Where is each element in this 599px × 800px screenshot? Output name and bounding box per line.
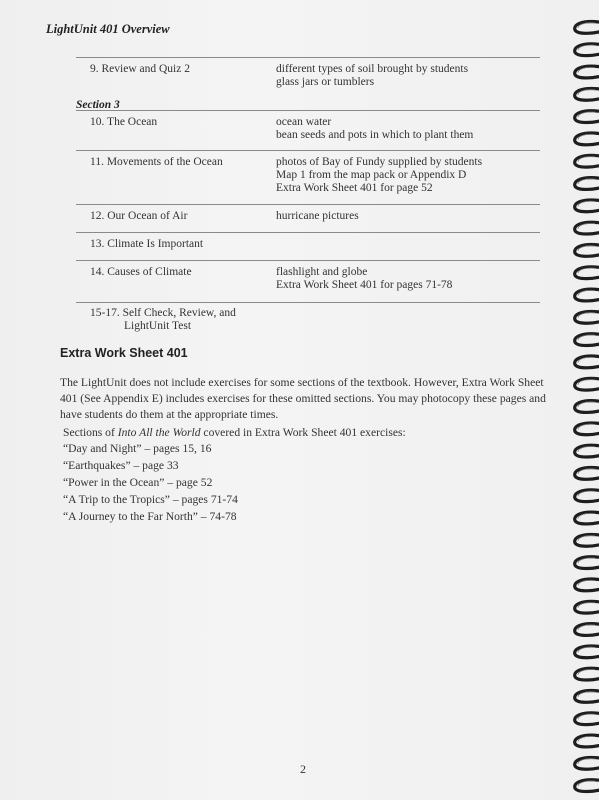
lesson-cell: 12. Our Ocean of Air — [90, 210, 188, 222]
table-rule — [76, 302, 540, 303]
spiral-ring — [575, 222, 599, 234]
table-rule — [76, 150, 540, 151]
list-item: “Power in the Ocean” – page 52 — [63, 476, 213, 489]
page-header: LightUnit 401 Overview — [46, 22, 170, 36]
table-rule — [76, 110, 540, 111]
materials-line: ocean water — [276, 116, 332, 128]
materials-line: different types of soil brought by students — [276, 63, 469, 75]
spiral-ring — [575, 22, 599, 34]
spiral-ring — [575, 646, 599, 658]
spiral-ring — [575, 579, 599, 591]
spiral-ring — [575, 423, 599, 435]
lesson-cell: 10. The Ocean — [90, 116, 158, 128]
spiral-ring — [575, 378, 599, 390]
spiral-ring — [575, 133, 599, 145]
section-label: Section 3 — [76, 99, 120, 111]
table-rule — [76, 232, 540, 233]
spiral-ring — [575, 735, 599, 747]
section-heading: Extra Work Sheet 401 — [60, 346, 188, 360]
spiral-ring — [575, 490, 599, 502]
lesson-cell: 15-17. Self Check, Review, and — [90, 307, 236, 319]
lesson-cell: 13. Climate Is Important — [90, 238, 204, 250]
spiral-ring — [575, 356, 599, 368]
sections-intro — [63, 425, 553, 441]
materials-line: glass jars or tumblers — [276, 76, 375, 88]
spiral-ring — [575, 668, 599, 680]
sections-suffix: covered in Extra Work Sheet 401 exercises: — [200, 426, 406, 439]
materials-line: Extra Work Sheet 401 for page 52 — [276, 182, 433, 194]
materials-line: flashlight and globe — [276, 266, 368, 278]
spiral-ring — [575, 534, 599, 546]
lesson-cell: 9. Review and Quiz 2 — [90, 63, 190, 75]
list-item: “Day and Night” – pages 15, 16 — [63, 442, 212, 455]
materials-line: Map 1 from the map pack or Appendix D — [276, 169, 467, 181]
sections-prefix: Sections of — [63, 426, 118, 439]
spiral-ring — [575, 624, 599, 636]
book-title: Into All the World — [117, 426, 201, 439]
spiral-ring — [575, 111, 599, 123]
spiral-ring — [575, 245, 599, 257]
list-item: “A Trip to the Tropics” – pages 71-74 — [63, 493, 238, 506]
lesson-cell: 11. Movements of the Ocean — [90, 156, 223, 168]
table-rule — [76, 260, 540, 261]
table-rule — [76, 204, 540, 205]
spiral-ring — [575, 88, 599, 100]
spiral-ring — [575, 691, 599, 703]
materials-line: bean seeds and pots in which to plant them — [276, 129, 474, 141]
spiral-binding — [569, 14, 599, 794]
lesson-cell: LightUnit Test — [124, 320, 192, 332]
materials-line: hurricane pictures — [276, 210, 359, 222]
spiral-ring — [575, 267, 599, 279]
spiral-ring — [575, 601, 599, 613]
paragraph-line: The LightUnit does not include exercises for some sections of the textbook. However, Extra Work Sheet — [60, 376, 544, 389]
spiral-ring — [575, 713, 599, 725]
spiral-ring — [575, 557, 599, 569]
materials-line: photos of Bay of Fundy supplied by students — [276, 156, 483, 168]
lesson-cell: 14. Causes of Climate — [90, 266, 192, 278]
spiral-ring — [575, 311, 599, 323]
paragraph-line: 401 (See Appendix E) includes exercises for these omitted sections. You may photocopy these pages and — [60, 392, 546, 405]
spiral-ring — [575, 178, 599, 190]
list-item: “Earthquakes” – page 33 — [63, 459, 179, 472]
spiral-ring — [575, 200, 599, 212]
spiral-ring — [575, 401, 599, 413]
spiral-ring — [575, 44, 599, 56]
spiral-ring — [575, 468, 599, 480]
list-item: “A Journey to the Far North” – 74-78 — [63, 510, 237, 523]
page-number: 2 — [300, 762, 306, 776]
spiral-ring — [575, 155, 599, 167]
spiral-ring — [575, 289, 599, 301]
spiral-ring — [575, 445, 599, 457]
spiral-ring — [575, 757, 599, 769]
table-rule — [76, 57, 540, 58]
spiral-ring — [575, 66, 599, 78]
spiral-ring — [575, 334, 599, 346]
spiral-ring — [575, 780, 599, 792]
materials-line: Extra Work Sheet 401 for pages 71-78 — [276, 279, 453, 291]
spiral-ring — [575, 512, 599, 524]
paragraph-line: have students do them at the appropriate times. — [60, 408, 279, 421]
